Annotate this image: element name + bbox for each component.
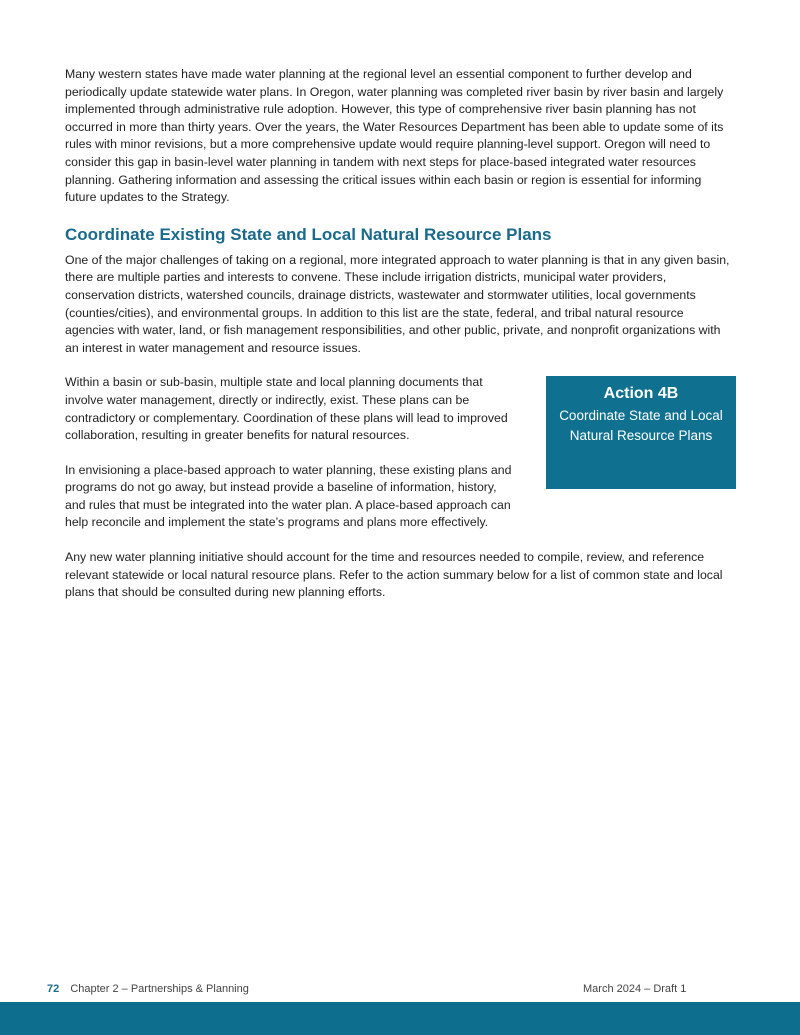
section-paragraph-1: One of the major challenges of taking on a regional, more integrated approach to water planning is that in any given basin, there are multiple parties and interests to convene. These include irrigation districts, municipal water providers, conservation districts, watershed councils, drainage districts, wastewater and stormwater utilities, local governments (counties/cities), and environmental groups. In addition to this list are the state, federal, and tribal natural resource agencies with water, land, or fish management responsibilities, and other public, private, and nonprofit organizations with an interest in water management and resource issues. [65,252,730,355]
section-paragraph-2: Within a basin or sub-basin, multiple state and local planning documents that involve water management, directly or indirectly, exist. These plans can be contradictory or complementary. Coordination of these plans will lead to improved collaboration, resulting in greater benefits for natural resources. [65,375,508,443]
section-paragraph-4: Any new water planning initiative should account for the time and resources needed to compile, review, and reference relevant statewide or local natural resource plans. Refer to the action summary below for a list of common state and local plans that should be consulted during new planning efforts. [65,550,723,600]
action-subtitle: Coordinate State and Local Natural Resource Plans [559,408,723,443]
footer-bar [0,1002,800,1035]
section-paragraph-3: In envisioning a place-based approach to water planning, these existing plans and programs do not go away, but instead provide a baseline of information, history, and rules that must be integrated into the water plan. A place-based approach can help reconcile and implement the state’s programs and plans more effectively. [65,462,512,530]
action-box [546,376,736,489]
section-heading: Coordinate Existing State and Local Natural Resource Plans [65,224,552,244]
action-title: Action 4B [603,385,679,403]
footer-left [47,983,249,995]
intro-paragraph: Many western states have made water planning at the regional level an essential component to further develop and periodically update statewide water plans. In Oregon, water planning was completed river basin by river basin and largely implemented through administrative rule adoption. However, this type of comprehensive river basin planning has not occurred in more than thirty years. Over the years, the Water Resources Department has been able to update some of its rules with minor revisions, but a more comprehensive update would require planning-level support. Oregon will need to consider this gap in basin-level water planning in tandem with next steps for place-based integrated water resources planning. Gathering information and assessing the critical issues within each basin or region is essential for informing future updates to the Strategy. [65,67,724,205]
page-content [65,66,735,619]
page-number: 72 [47,983,60,995]
footer-chapter: Chapter 2 – Partnerships & Planning [70,983,249,995]
footer-date: March 2024 – Draft 1 [583,983,687,995]
